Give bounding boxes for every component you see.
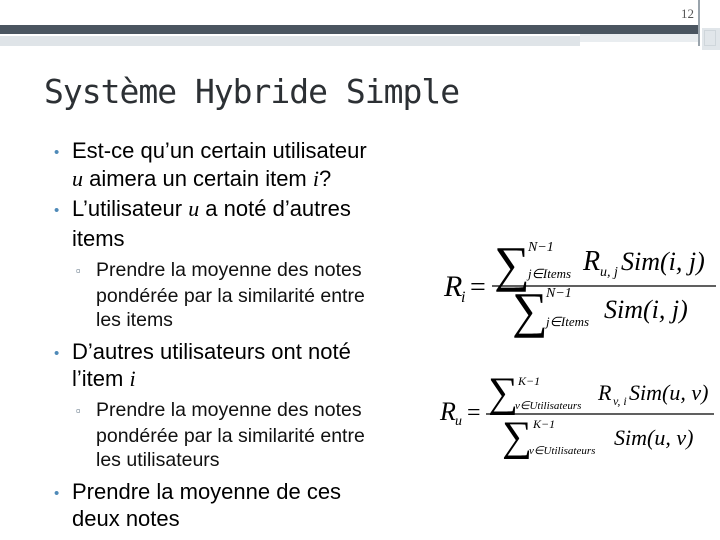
var-u: u — [72, 166, 83, 191]
sub-bullet-2-line-2: pondérée par la similarité entre — [96, 425, 365, 447]
bullet-4-line-2: deux notes — [72, 506, 180, 531]
bullet-3-text: l’item — [72, 366, 130, 391]
formula-1-equals: = — [470, 272, 486, 303]
formula-1-num-lower: j∈Items — [528, 266, 572, 281]
formula-1-num-sim: Sim(i, j) — [621, 247, 705, 276]
formula-2-num-term-sub: v, i — [613, 394, 627, 408]
bullet-1-line-2-end: ? — [319, 166, 332, 191]
bullet-1-line-1: Est-ce qu’un certain utilisateur — [72, 138, 367, 163]
formula-2-num-term: R — [598, 380, 612, 405]
page-number: 12 — [681, 6, 694, 21]
formula-1-den-upper: N−1 — [546, 286, 572, 301]
formula-1-den-lower: j∈Items — [546, 314, 590, 329]
formula-items — [443, 236, 716, 338]
formula-2-lhs-sub: u — [455, 414, 462, 429]
sub-bullet-2-line-3: les utilisateurs — [96, 449, 220, 471]
sub-bullet-2-line-1: Prendre la moyenne des notes — [96, 399, 362, 421]
formula-2-den-sigma: ∑ — [502, 414, 532, 460]
formula-2-den-lower: v∈Utilisateurs — [529, 445, 596, 457]
var-u: u — [188, 196, 200, 221]
sub-bullet-1-line-1: Prendre la moyenne des notes — [96, 259, 362, 281]
formula-1-lhs: R — [444, 270, 463, 303]
bullet-2-text-b: a noté d’autres — [199, 196, 351, 221]
formula-2-den-upper: K−1 — [533, 417, 556, 431]
formula-1-num-upper: N−1 — [528, 240, 554, 255]
sub-bullet-marker: ▫ — [76, 403, 81, 418]
bullet-2-text-a: L’utilisateur — [72, 196, 189, 221]
sub-bullet-1-line-2: pondérée par la similarité entre — [96, 285, 365, 307]
formula-1-num-term: R — [583, 246, 601, 277]
bullet-dot: • — [54, 485, 60, 502]
bullet-4-line-1: Prendre la moyenne de ces — [72, 479, 342, 504]
formula-2-den-sim: Sim(u, v) — [614, 425, 694, 450]
bullet-dot: • — [54, 202, 60, 219]
var-i: i — [312, 166, 319, 191]
formula-1-num-sigma: ∑ — [494, 236, 530, 292]
formula-1-den-sigma: ∑ — [512, 282, 548, 338]
formula-2-lhs: R — [440, 397, 456, 426]
formula-users — [439, 370, 714, 460]
formula-2-num-sigma: ∑ — [488, 370, 518, 416]
bullet-3-line-1: D’autres utilisateurs ont noté — [72, 339, 351, 364]
bullet-1-line-2-text: aimera un certain item — [83, 166, 313, 191]
slide-title: Système Hybride Simple — [44, 72, 460, 111]
bullet-2-line-2: items — [72, 226, 125, 251]
formula-2-num-upper: K−1 — [518, 374, 541, 388]
formula-2-num-sim: Sim(u, v) — [629, 380, 709, 405]
formula-1-num-term-sub: u, j — [600, 265, 618, 280]
var-i: i — [129, 366, 136, 391]
formula-1-den-sim: Sim(i, j) — [604, 295, 688, 324]
bullet-dot: • — [54, 345, 60, 362]
bullet-dot: • — [54, 144, 60, 161]
sub-bullet-marker: ▫ — [76, 263, 81, 278]
formula-1-lhs-sub: i — [461, 289, 466, 306]
sub-bullet-1-line-3: les items — [96, 309, 173, 331]
formula-2-equals: = — [467, 400, 481, 426]
formula-2-num-lower: v∈Utilisateurs — [515, 400, 582, 412]
